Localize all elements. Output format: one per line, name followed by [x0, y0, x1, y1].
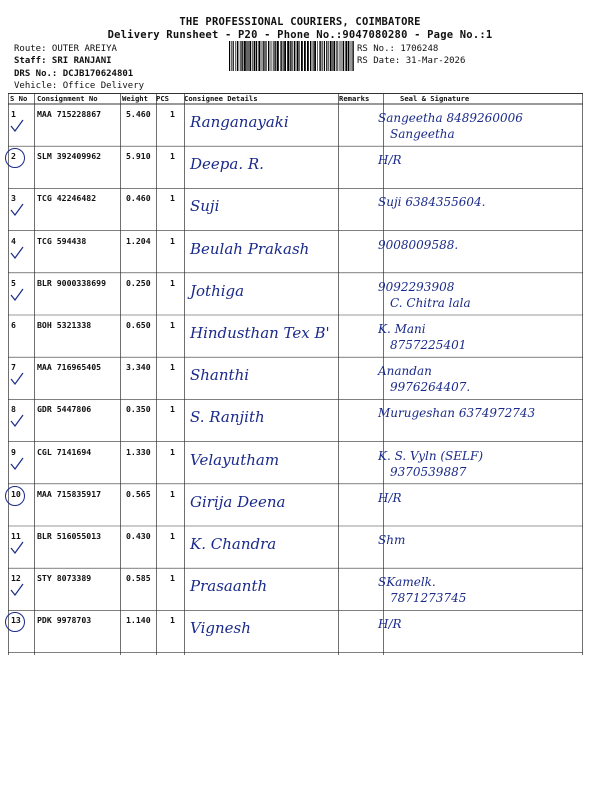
tick-mark-icon [10, 414, 24, 428]
runsheet-title: Delivery Runsheet - P20 - Phone No.:9047080280 - Page No.:1 [107, 29, 493, 41]
row-consignee-name: Shanthi [190, 366, 250, 385]
row-sno: 4 [11, 235, 16, 246]
row-pcs: 1 [170, 531, 175, 541]
row-signature: H/R [378, 153, 402, 168]
row-signature: 9092293908 [378, 279, 455, 294]
row-consignee-name: Hindusthan Tex B' [190, 324, 330, 342]
row-consignment-no: TCG 594438 [37, 235, 87, 246]
row-consignment-no: MAA 715835917 [37, 488, 102, 499]
row-pcs: 1 [170, 151, 175, 162]
row-signature: K. S. Vyln (SELF) [378, 448, 483, 463]
tick-mark-icon [10, 246, 24, 260]
row-consignee-name: Deepa. R. [190, 155, 264, 174]
row-pcs: 1 [170, 277, 175, 288]
col-pcs: PCS [156, 94, 169, 103]
row-sno: 1 [11, 109, 16, 119]
col-remarks: Remarks [339, 94, 370, 103]
row-consignee-name: Prasaanth [190, 577, 268, 596]
row-pcs: 1 [170, 404, 175, 415]
row-pcs: 1 [170, 193, 175, 204]
col-consignee-details: Consignee Details [184, 94, 258, 103]
row-sno: 12 [11, 573, 21, 584]
row-signature-note: 9976264407. [390, 380, 471, 395]
row-consignee-name: K. Chandra [190, 535, 277, 553]
row-signature-note: 9370539887 [390, 464, 467, 479]
tick-mark-icon [10, 583, 24, 597]
row-sno: 6 [11, 320, 16, 330]
row-consignment-no: BLR 516055013 [37, 531, 102, 541]
row-consignee-name: Beulah Prakash [190, 239, 310, 258]
vehicle-label: Vehicle: Office Delivery [14, 81, 145, 91]
row-sno: 2 [11, 151, 16, 162]
row-signature: K. Mani [378, 322, 426, 336]
row-signature: Anandan [378, 364, 432, 379]
row-pcs: 1 [170, 362, 175, 373]
row-sno: 3 [11, 193, 16, 204]
row-signature-note: 8757225401 [390, 338, 467, 352]
row-consignment-no: BOH 5321338 [37, 320, 92, 330]
row-weight: 1.140 [126, 615, 151, 626]
tick-mark-icon [10, 119, 24, 133]
tick-mark-icon [10, 541, 24, 555]
row-consignment-no: GDR 5447806 [37, 404, 92, 415]
row-consignment-no: CGL 7141694 [37, 446, 92, 457]
row-weight: 0.460 [126, 193, 151, 204]
row-weight: 1.204 [126, 235, 151, 246]
row-sno: 9 [11, 446, 16, 457]
row-consignment-no: SLM 392409962 [37, 151, 102, 162]
row-weight: 5.910 [126, 151, 151, 162]
drs-label: DRS No.: DCJB170624801 [14, 69, 134, 79]
row-signature-note: C. Chitra lala [390, 295, 471, 310]
tick-mark-icon [10, 288, 24, 302]
row-weight: 0.350 [126, 404, 151, 415]
row-weight: 3.340 [126, 362, 151, 373]
row-signature: H/R [378, 617, 402, 632]
row-consignee-name: S. Ranjith [190, 408, 265, 427]
row-signature: Sangeetha 8489260006 [378, 111, 523, 125]
row-consignment-no: PDK 9978703 [37, 615, 92, 626]
runsheet-table [8, 93, 583, 655]
row-weight: 1.330 [126, 446, 151, 457]
row-signature: H/R [378, 490, 402, 505]
barcode-image [229, 41, 354, 71]
row-pcs: 1 [170, 615, 175, 626]
row-consignee-name: Ranganayaki [190, 113, 289, 131]
row-signature: Murugeshan 6374972743 [378, 406, 536, 421]
row-pcs: 1 [170, 446, 175, 457]
tick-mark-icon [10, 372, 24, 386]
rs-date: RS Date: 31-Mar-2026 [357, 56, 466, 66]
row-consignment-no: BLR 9000338699 [37, 277, 107, 288]
row-sno: 5 [11, 277, 16, 288]
row-signature-note: Sangeetha [390, 127, 455, 141]
row-weight: 0.250 [126, 277, 151, 288]
row-sno: 13 [11, 615, 21, 626]
row-consignment-no: MAA 715228867 [37, 109, 102, 119]
row-weight: 0.650 [126, 320, 151, 330]
row-signature: Suji 6384355604. [378, 195, 486, 210]
row-consignee-name: Vignesh [190, 619, 251, 638]
circle-mark-icon [5, 486, 25, 506]
row-weight: 5.460 [126, 109, 151, 119]
route-label: Route: OUTER AREIYA [14, 44, 117, 54]
row-consignment-no: MAA 716965405 [37, 362, 102, 373]
company-title: THE PROFESSIONAL COURIERS, COIMBATORE [179, 16, 421, 28]
row-consignee-name: Velayutham [190, 450, 280, 469]
row-pcs: 1 [170, 573, 175, 584]
staff-label: Staff: SRI RANJANI [14, 56, 112, 66]
row-signature: SKamelk. [378, 575, 436, 590]
row-consignment-no: STY 8073389 [37, 573, 92, 584]
row-consignment-no: TCG 42246482 [37, 193, 97, 204]
row-pcs: 1 [170, 320, 175, 330]
row-consignee-name: Suji [190, 197, 220, 216]
row-sno: 8 [11, 404, 16, 415]
col-weight: Weight [122, 94, 148, 103]
tick-mark-icon [10, 203, 24, 217]
row-pcs: 1 [170, 235, 175, 246]
row-pcs: 1 [170, 109, 175, 119]
row-weight: 0.430 [126, 531, 151, 541]
col-sno: S No [10, 94, 28, 103]
row-signature: 9008009588. [378, 237, 459, 252]
tick-mark-icon [10, 457, 24, 471]
row-signature: Shm [378, 533, 406, 547]
col-seal-signature: Seal & Signature [400, 94, 470, 103]
rs-number: RS No.: 1706248 [357, 44, 439, 54]
row-signature-note: 7871273745 [390, 591, 467, 606]
row-weight: 0.565 [126, 488, 151, 499]
row-consignee-name: Jothiga [190, 281, 245, 300]
row-consignee-name: Girija Deena [190, 492, 286, 511]
row-pcs: 1 [170, 488, 175, 499]
row-weight: 0.585 [126, 573, 151, 584]
row-sno: 10 [11, 488, 21, 499]
row-sno: 7 [11, 362, 16, 373]
col-consignment: Consignment No [37, 94, 98, 103]
row-sno: 11 [11, 531, 21, 541]
